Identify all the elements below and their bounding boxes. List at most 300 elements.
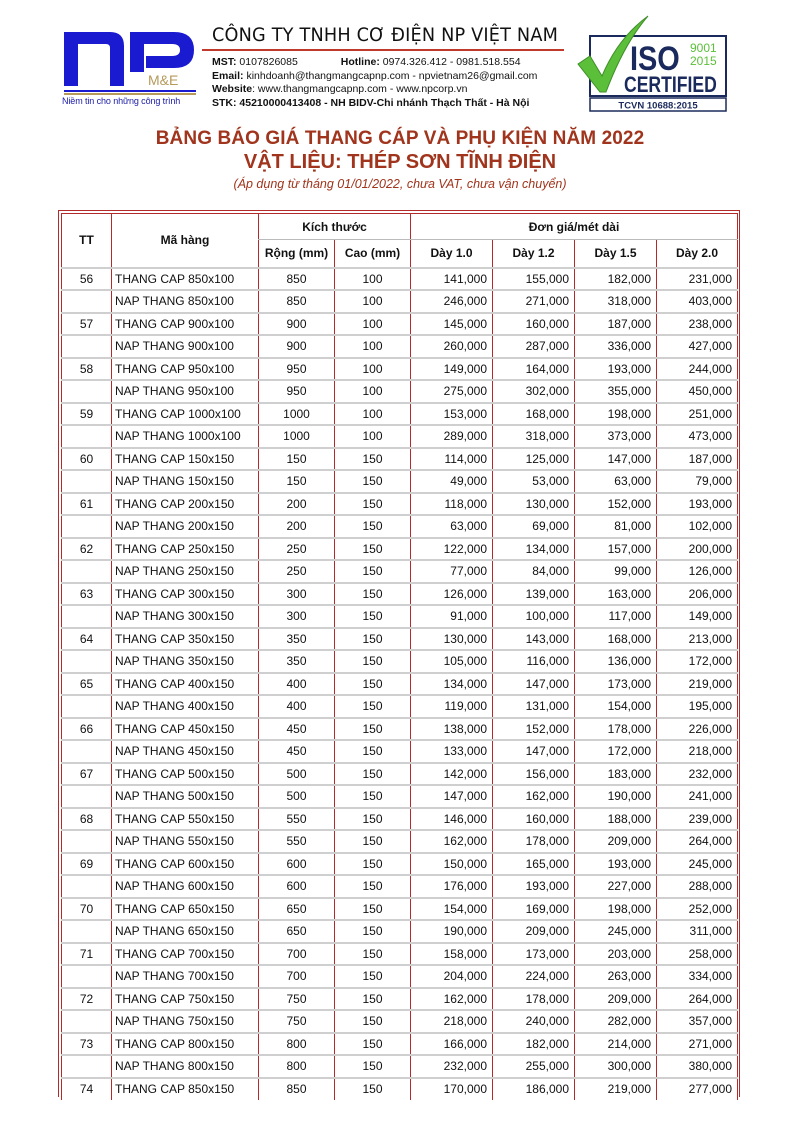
cell-p20: 187,000 xyxy=(657,448,738,471)
table-row xyxy=(62,650,738,673)
svg-text:9001: 9001 xyxy=(690,41,717,55)
table-row xyxy=(62,830,738,853)
cell-code: THANG CAP 850x150 xyxy=(112,1078,259,1101)
cell-code: THANG CAP 850x100 xyxy=(112,268,259,291)
cell-p10: 105,000 xyxy=(411,650,493,673)
cell-p15: 263,000 xyxy=(575,965,657,988)
cell-p15: 209,000 xyxy=(575,830,657,853)
cell-p20: 239,000 xyxy=(657,808,738,831)
table-row xyxy=(62,448,738,471)
cell-code: THANG CAP 750x150 xyxy=(112,988,259,1011)
cell-p15: 188,000 xyxy=(575,808,657,831)
cell-tt xyxy=(62,605,112,628)
cell-p10: 150,000 xyxy=(411,853,493,876)
cell-code: THANG CAP 300x150 xyxy=(112,583,259,606)
col-d15: Dày 1.5 xyxy=(575,240,657,268)
cell-code: THANG CAP 350x150 xyxy=(112,628,259,651)
cell-p20: 79,000 xyxy=(657,470,738,493)
cell-p10: 147,000 xyxy=(411,785,493,808)
material-subtitle: VẬT LIỆU: THÉP SƠN TĨNH ĐIỆN xyxy=(243,151,557,173)
cell-p15: 245,000 xyxy=(575,920,657,943)
cell-code: THANG CAP 650x150 xyxy=(112,898,259,921)
cell-p20: 403,000 xyxy=(657,290,738,313)
cell-h: 150 xyxy=(335,1033,411,1056)
cell-tt: 57 xyxy=(62,313,112,336)
cell-tt: 66 xyxy=(62,718,112,741)
cell-w: 200 xyxy=(259,515,335,538)
cell-w: 300 xyxy=(259,605,335,628)
table-row xyxy=(62,1055,738,1078)
cell-p10: 289,000 xyxy=(411,425,493,448)
cell-p12: 134,000 xyxy=(493,538,575,561)
np-logo-icon xyxy=(62,28,202,98)
cell-tt: 72 xyxy=(62,988,112,1011)
cell-w: 300 xyxy=(259,583,335,606)
cell-tt xyxy=(62,470,112,493)
cell-p10: 130,000 xyxy=(411,628,493,651)
cell-p15: 209,000 xyxy=(575,988,657,1011)
cell-code: NAP THANG 1000x100 xyxy=(112,425,259,448)
cell-p12: 165,000 xyxy=(493,853,575,876)
cell-p12: 155,000 xyxy=(493,268,575,291)
cell-p15: 198,000 xyxy=(575,403,657,426)
cell-tt xyxy=(62,290,112,313)
table-row xyxy=(62,335,738,358)
cell-p10: 118,000 xyxy=(411,493,493,516)
cell-p15: 147,000 xyxy=(575,448,657,471)
cell-p12: 169,000 xyxy=(493,898,575,921)
table-body xyxy=(62,268,738,1101)
cell-p10: 260,000 xyxy=(411,335,493,358)
cell-p12: 318,000 xyxy=(493,425,575,448)
table-row xyxy=(62,493,738,516)
cell-p20: 271,000 xyxy=(657,1033,738,1056)
cell-h: 150 xyxy=(335,875,411,898)
cell-p15: 190,000 xyxy=(575,785,657,808)
cell-tt xyxy=(62,560,112,583)
cell-code: NAP THANG 700x150 xyxy=(112,965,259,988)
website-label: Website xyxy=(212,83,253,96)
cell-tt: 71 xyxy=(62,943,112,966)
cell-p15: 355,000 xyxy=(575,380,657,403)
cell-code: NAP THANG 150x150 xyxy=(112,470,259,493)
cell-p12: 143,000 xyxy=(493,628,575,651)
cell-p20: 334,000 xyxy=(657,965,738,988)
bank-account: STK: 45210000413408 - NH BIDV-Chi nhánh Thạch Thất - Hà Nội xyxy=(212,96,530,109)
cell-p15: 282,000 xyxy=(575,1010,657,1033)
table-row xyxy=(62,1033,738,1056)
cell-w: 250 xyxy=(259,560,335,583)
cell-p20: 450,000 xyxy=(657,380,738,403)
table-row xyxy=(62,763,738,786)
svg-text:TCVN 10688:2015: TCVN 10688:2015 xyxy=(618,100,698,112)
cell-p20: 473,000 xyxy=(657,425,738,448)
table-row xyxy=(62,695,738,718)
cell-h: 150 xyxy=(335,1055,411,1078)
table-row xyxy=(62,988,738,1011)
cell-h: 150 xyxy=(335,830,411,853)
cell-w: 550 xyxy=(259,830,335,853)
cell-code: THANG CAP 1000x100 xyxy=(112,403,259,426)
cell-p20: 102,000 xyxy=(657,515,738,538)
cell-code: NAP THANG 950x100 xyxy=(112,380,259,403)
cell-p12: 69,000 xyxy=(493,515,575,538)
cell-p20: 264,000 xyxy=(657,830,738,853)
cell-h: 150 xyxy=(335,988,411,1011)
cell-p15: 219,000 xyxy=(575,1078,657,1101)
cell-code: THANG CAP 600x150 xyxy=(112,853,259,876)
cell-p12: 139,000 xyxy=(493,583,575,606)
cell-w: 850 xyxy=(259,290,335,313)
cell-tt xyxy=(62,425,112,448)
cell-w: 650 xyxy=(259,920,335,943)
cell-code: THANG CAP 900x100 xyxy=(112,313,259,336)
cell-p15: 99,000 xyxy=(575,560,657,583)
cell-p10: 122,000 xyxy=(411,538,493,561)
cell-tt: 67 xyxy=(62,763,112,786)
cell-tt: 64 xyxy=(62,628,112,651)
table-row xyxy=(62,380,738,403)
col-group-price: Đơn giá/mét dài xyxy=(411,214,738,240)
cell-p20: 245,000 xyxy=(657,853,738,876)
cell-p12: 271,000 xyxy=(493,290,575,313)
company-name: CÔNG TY TNHH CƠ ĐIỆN NP VIỆT NAM xyxy=(212,24,559,46)
cell-h: 100 xyxy=(335,268,411,291)
cell-p10: 154,000 xyxy=(411,898,493,921)
cell-h: 100 xyxy=(335,380,411,403)
cell-h: 150 xyxy=(335,493,411,516)
cell-tt: 69 xyxy=(62,853,112,876)
cell-p20: 427,000 xyxy=(657,335,738,358)
cell-tt xyxy=(62,785,112,808)
cell-w: 700 xyxy=(259,943,335,966)
cell-code: THANG CAP 150x150 xyxy=(112,448,259,471)
cell-h: 100 xyxy=(335,358,411,381)
cell-tt xyxy=(62,650,112,673)
cell-w: 800 xyxy=(259,1055,335,1078)
cell-code: NAP THANG 900x100 xyxy=(112,335,259,358)
col-d10: Dày 1.0 xyxy=(411,240,493,268)
cell-p15: 187,000 xyxy=(575,313,657,336)
cell-p12: 152,000 xyxy=(493,718,575,741)
email-line xyxy=(212,70,582,84)
cell-code: THANG CAP 500x150 xyxy=(112,763,259,786)
col-tt: TT xyxy=(62,214,112,268)
cell-p20: 238,000 xyxy=(657,313,738,336)
mst-label: MST: xyxy=(212,56,237,68)
cell-w: 200 xyxy=(259,493,335,516)
cell-p15: 173,000 xyxy=(575,673,657,696)
cell-p20: 149,000 xyxy=(657,605,738,628)
cell-tt: 59 xyxy=(62,403,112,426)
cell-p12: 209,000 xyxy=(493,920,575,943)
logo-slogan: Niềm tin cho những công trình xyxy=(62,96,181,106)
cell-code: NAP THANG 350x150 xyxy=(112,650,259,673)
cell-p15: 193,000 xyxy=(575,358,657,381)
cell-p15: 172,000 xyxy=(575,740,657,763)
cell-code: THANG CAP 200x150 xyxy=(112,493,259,516)
cell-p10: 204,000 xyxy=(411,965,493,988)
table-row xyxy=(62,853,738,876)
cell-p12: 240,000 xyxy=(493,1010,575,1033)
cell-w: 450 xyxy=(259,718,335,741)
cell-p15: 182,000 xyxy=(575,268,657,291)
cell-p15: 227,000 xyxy=(575,875,657,898)
cell-p15: 198,000 xyxy=(575,898,657,921)
col-height: Cao (mm) xyxy=(335,240,411,268)
cell-w: 400 xyxy=(259,695,335,718)
cell-p12: 147,000 xyxy=(493,740,575,763)
svg-text:ISO: ISO xyxy=(630,38,680,78)
table-row xyxy=(62,875,738,898)
cell-tt xyxy=(62,965,112,988)
email-value: kinhdoanh@thangmangcapnp.com - npvietnam26@gmail.com xyxy=(246,69,538,82)
table-row xyxy=(62,673,738,696)
cell-p12: 53,000 xyxy=(493,470,575,493)
cell-tt: 60 xyxy=(62,448,112,471)
cell-code: NAP THANG 850x100 xyxy=(112,290,259,313)
cell-p10: 126,000 xyxy=(411,583,493,606)
cell-w: 850 xyxy=(259,1078,335,1101)
cell-h: 150 xyxy=(335,740,411,763)
cell-code: THANG CAP 400x150 xyxy=(112,673,259,696)
website-line xyxy=(212,83,582,97)
cell-code: NAP THANG 800x150 xyxy=(112,1055,259,1078)
cell-code: THANG CAP 800x150 xyxy=(112,1033,259,1056)
cell-p20: 206,000 xyxy=(657,583,738,606)
cell-tt: 74 xyxy=(79,1082,94,1097)
cell-p10: 158,000 xyxy=(411,943,493,966)
cell-p12: 173,000 xyxy=(493,943,575,966)
cell-h: 150 xyxy=(335,695,411,718)
cell-w: 1000 xyxy=(259,403,335,426)
svg-text:CERTIFIED: CERTIFIED xyxy=(624,73,717,98)
cell-p20: 264,000 xyxy=(657,988,738,1011)
cell-p20: 219,000 xyxy=(657,673,738,696)
cell-p20: 126,000 xyxy=(657,560,738,583)
cell-h: 150 xyxy=(335,920,411,943)
cell-p10: 138,000 xyxy=(411,718,493,741)
cell-p20: 195,000 xyxy=(657,695,738,718)
cell-tt xyxy=(62,1010,112,1033)
cell-h: 150 xyxy=(335,628,411,651)
cell-p20: 311,000 xyxy=(657,920,738,943)
cell-w: 800 xyxy=(259,1033,335,1056)
cell-w: 400 xyxy=(259,673,335,696)
cell-p12: 84,000 xyxy=(493,560,575,583)
cell-tt xyxy=(62,1055,112,1078)
cell-p10: 146,000 xyxy=(411,808,493,831)
cell-p10: 190,000 xyxy=(411,920,493,943)
cell-p15: 81,000 xyxy=(575,515,657,538)
cell-p10: 119,000 xyxy=(411,695,493,718)
cell-tt xyxy=(62,875,112,898)
cell-p10: 162,000 xyxy=(411,830,493,853)
cell-w: 900 xyxy=(259,335,335,358)
cell-w: 500 xyxy=(259,785,335,808)
cell-p10: 166,000 xyxy=(411,1033,493,1056)
cell-p10: 114,000 xyxy=(411,448,493,471)
cell-tt xyxy=(62,695,112,718)
cell-code: NAP THANG 500x150 xyxy=(112,785,259,808)
cell-p20: 193,000 xyxy=(657,493,738,516)
cell-w: 500 xyxy=(259,763,335,786)
cell-p10: 162,000 xyxy=(411,988,493,1011)
cell-p10: 176,000 xyxy=(411,875,493,898)
cell-p15: 203,000 xyxy=(575,943,657,966)
cell-p12: 178,000 xyxy=(493,830,575,853)
cell-w: 250 xyxy=(259,538,335,561)
cell-p12: 156,000 xyxy=(493,763,575,786)
table-row xyxy=(62,605,738,628)
cell-p10: 49,000 xyxy=(411,470,493,493)
email-label: Email: xyxy=(212,69,244,82)
cell-p15: 300,000 xyxy=(575,1055,657,1078)
cell-p20: 232,000 xyxy=(657,763,738,786)
website-value: : www.thangmangcapnp.com - www.npcorp.vn xyxy=(252,83,468,96)
iso-checkmark-icon xyxy=(570,14,745,114)
cell-h: 100 xyxy=(335,313,411,336)
cell-h: 150 xyxy=(335,1010,411,1033)
cell-p12: 116,000 xyxy=(493,650,575,673)
cell-h: 100 xyxy=(335,335,411,358)
cell-code: NAP THANG 650x150 xyxy=(112,920,259,943)
cell-w: 950 xyxy=(259,380,335,403)
cell-h: 150 xyxy=(335,560,411,583)
cell-p12: 125,000 xyxy=(493,448,575,471)
cell-code: NAP THANG 600x150 xyxy=(112,875,259,898)
pricing-note: (Áp dụng từ tháng 01/01/2022, chưa VAT, chưa vận chuyển) xyxy=(233,177,567,191)
cell-p20: 380,000 xyxy=(657,1055,738,1078)
cell-tt xyxy=(62,740,112,763)
table-row xyxy=(62,313,738,336)
cell-p12: 178,000 xyxy=(493,988,575,1011)
iso-certified-badge xyxy=(570,14,745,114)
cell-p15: 152,000 xyxy=(575,493,657,516)
table-row xyxy=(62,943,738,966)
cell-h: 150 xyxy=(335,718,411,741)
price-table-frame xyxy=(58,210,740,1097)
cell-h: 150 xyxy=(335,785,411,808)
cell-p12: 182,000 xyxy=(493,1033,575,1056)
cell-tt: 68 xyxy=(62,808,112,831)
table-row xyxy=(62,560,738,583)
cell-p15: 183,000 xyxy=(575,763,657,786)
cell-h: 150 xyxy=(335,1078,411,1101)
cell-p10: 149,000 xyxy=(411,358,493,381)
cell-tt: 73 xyxy=(62,1033,112,1056)
cell-p12: 193,000 xyxy=(493,875,575,898)
cell-w: 850 xyxy=(259,268,335,291)
cell-p15: 154,000 xyxy=(575,695,657,718)
cell-code: THANG CAP 250x150 xyxy=(112,538,259,561)
cell-p15: 136,000 xyxy=(575,650,657,673)
cell-p15: 318,000 xyxy=(575,290,657,313)
cell-p15: 117,000 xyxy=(575,605,657,628)
cell-p12: 224,000 xyxy=(493,965,575,988)
cell-p20: 357,000 xyxy=(657,1010,738,1033)
cell-p15: 178,000 xyxy=(575,718,657,741)
cell-p12: 100,000 xyxy=(493,605,575,628)
col-width: Rộng (mm) xyxy=(259,240,335,268)
cell-w: 550 xyxy=(259,808,335,831)
cell-h: 150 xyxy=(335,470,411,493)
cell-p15: 163,000 xyxy=(575,583,657,606)
cell-tt: 56 xyxy=(62,268,112,291)
cell-p12: 302,000 xyxy=(493,380,575,403)
cell-p15: 193,000 xyxy=(575,853,657,876)
cell-h: 150 xyxy=(335,583,411,606)
cell-h: 100 xyxy=(335,403,411,426)
cell-p10: 141,000 xyxy=(411,268,493,291)
cell-tt: 65 xyxy=(62,673,112,696)
col-group-size: Kích thước xyxy=(259,214,411,240)
cell-p20: 258,000 xyxy=(657,943,738,966)
cell-p10: 218,000 xyxy=(411,1010,493,1033)
cell-w: 750 xyxy=(259,1010,335,1033)
cell-p20: 288,000 xyxy=(657,875,738,898)
table-row xyxy=(62,808,738,831)
page-title: BẢNG BÁO GIÁ THANG CÁP VÀ PHỤ KIỆN NĂM 2022 xyxy=(155,128,645,149)
bank-line xyxy=(212,97,582,111)
table-row xyxy=(62,358,738,381)
cell-w: 350 xyxy=(259,628,335,651)
col-d12: Dày 1.2 xyxy=(493,240,575,268)
col-code: Mã hàng xyxy=(112,214,259,268)
cell-p12: 160,000 xyxy=(493,808,575,831)
cell-p10: 170,000 xyxy=(411,1078,493,1101)
cell-tt xyxy=(62,920,112,943)
cell-p20: 252,000 xyxy=(657,898,738,921)
cell-code: THANG CAP 450x150 xyxy=(112,718,259,741)
table-row xyxy=(62,538,738,561)
cell-code: NAP THANG 550x150 xyxy=(112,830,259,853)
cell-p12: 168,000 xyxy=(493,403,575,426)
cell-p10: 145,000 xyxy=(411,313,493,336)
cell-code: NAP THANG 400x150 xyxy=(112,695,259,718)
cell-p12: 130,000 xyxy=(493,493,575,516)
cell-p20: 172,000 xyxy=(657,650,738,673)
cell-p10: 153,000 xyxy=(411,403,493,426)
cell-code: THANG CAP 700x150 xyxy=(112,943,259,966)
cell-w: 450 xyxy=(259,740,335,763)
cell-p15: 214,000 xyxy=(575,1033,657,1056)
cell-p10: 142,000 xyxy=(411,763,493,786)
mst-value: 0107826085 xyxy=(239,56,298,68)
cell-h: 150 xyxy=(335,898,411,921)
svg-text:2015: 2015 xyxy=(690,54,717,68)
cell-h: 150 xyxy=(335,538,411,561)
table-row xyxy=(62,1010,738,1033)
cell-p12: 162,000 xyxy=(493,785,575,808)
cell-tt: 62 xyxy=(62,538,112,561)
cell-p10: 91,000 xyxy=(411,605,493,628)
cell-w: 900 xyxy=(259,313,335,336)
cell-w: 150 xyxy=(259,470,335,493)
cell-p20: 200,000 xyxy=(657,538,738,561)
table-row xyxy=(62,740,738,763)
cell-p20: 231,000 xyxy=(657,268,738,291)
cell-w: 750 xyxy=(259,988,335,1011)
cell-h: 150 xyxy=(335,650,411,673)
cell-code: NAP THANG 200x150 xyxy=(112,515,259,538)
price-table xyxy=(61,213,738,1100)
table-row xyxy=(62,470,738,493)
cell-p10: 63,000 xyxy=(411,515,493,538)
cell-p15: 336,000 xyxy=(575,335,657,358)
cell-w: 150 xyxy=(259,448,335,471)
cell-tt xyxy=(62,515,112,538)
